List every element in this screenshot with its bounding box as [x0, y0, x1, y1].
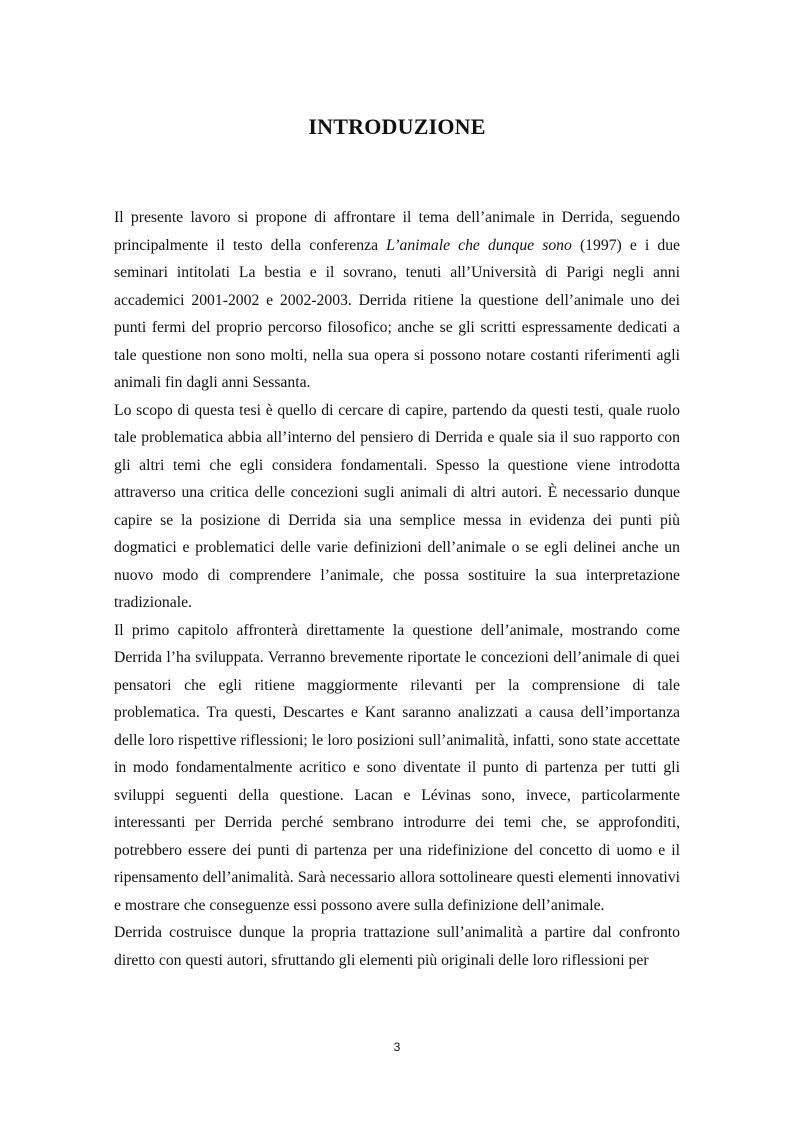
- work-title-italic: L’animale che dunque sono: [386, 236, 572, 254]
- paragraph-1-start: Il presente lavoro si propone di affrontare il tema dell’animale in Derrida, seguendo principalmente il testo della conferenza: [114, 209, 680, 254]
- page-title: INTRODUZIONE: [308, 114, 486, 139]
- paragraph-3: Il primo capitolo affronterà direttamente la questione dell’animale, mostrando come Derrida l’ha sviluppata. Verranno brevemente riportate le concezioni dell’animale di quei pensatori che egli ritiene maggiormente rilevanti per la comprensione di tale problematica. Tra questi, Descartes e Kant saranno analizzati a causa dell’importanza delle loro rispettive riflessioni; le loro posizioni sull’animalità, infatti, sono state accettate in modo fondamentalmente acritico e sono diventate il punto di partenza per tutti gli sviluppi seguenti della questione. Lacan e Lévinas sono, invece, particolarmente interessanti per Derrida perché sembrano introdurre dei temi che, se approfonditi, potrebbero essere dei punti di partenza per una ridefinizione del concetto di uomo e il ripensamento dell’animalità. Sarà necessario allora sottolineare questi elementi innovativi e mostrare che conseguenze essi possono avere sulla definizione dell’animale.: [114, 621, 680, 914]
- paragraph-4: Derrida costruisce dunque la propria trattazione sull’animalità a partire dal confronto diretto con questi autori, sfruttando gli elementi più originali delle loro riflessioni per: [114, 924, 680, 969]
- body-text: [114, 204, 680, 974]
- page-number: 3: [393, 1040, 401, 1054]
- paragraph-2: Lo scopo di questa tesi è quello di cercare di capire, partendo da questi testi, quale ruolo tale problematica abbia all’interno del pensiero di Derrida e quale sia il suo rapporto con gli altri temi che egli considera fondamentali. Spesso la questione viene introdotta attraverso una critica delle concezioni sugli animali di altri autori. È necessario dunque capire se la posizione di Derrida sia una semplice messa in evidenza dei punti più dogmatici e problematici delle varie definizioni dell’animale o se egli delinei anche un nuovo modo di comprendere l’animale, che possa sostituire la sua interpretazione tradizionale.: [114, 401, 680, 611]
- paragraph-1: [114, 204, 680, 397]
- paragraph-1-end: (1997) e i due seminari intitolati La bestia e il sovrano, tenuti all’Università di Parigi negli anni accademici 2001-2002 e 2002-2003. Derrida ritiene la questione dell’animale uno dei punti fermi del proprio percorso filosofico; anche se gli scritti espressamente dedicati a tale questione non sono molti, nella sua opera si possono notare costanti riferimenti agli animali fin dagli anni Sessanta.: [114, 236, 680, 391]
